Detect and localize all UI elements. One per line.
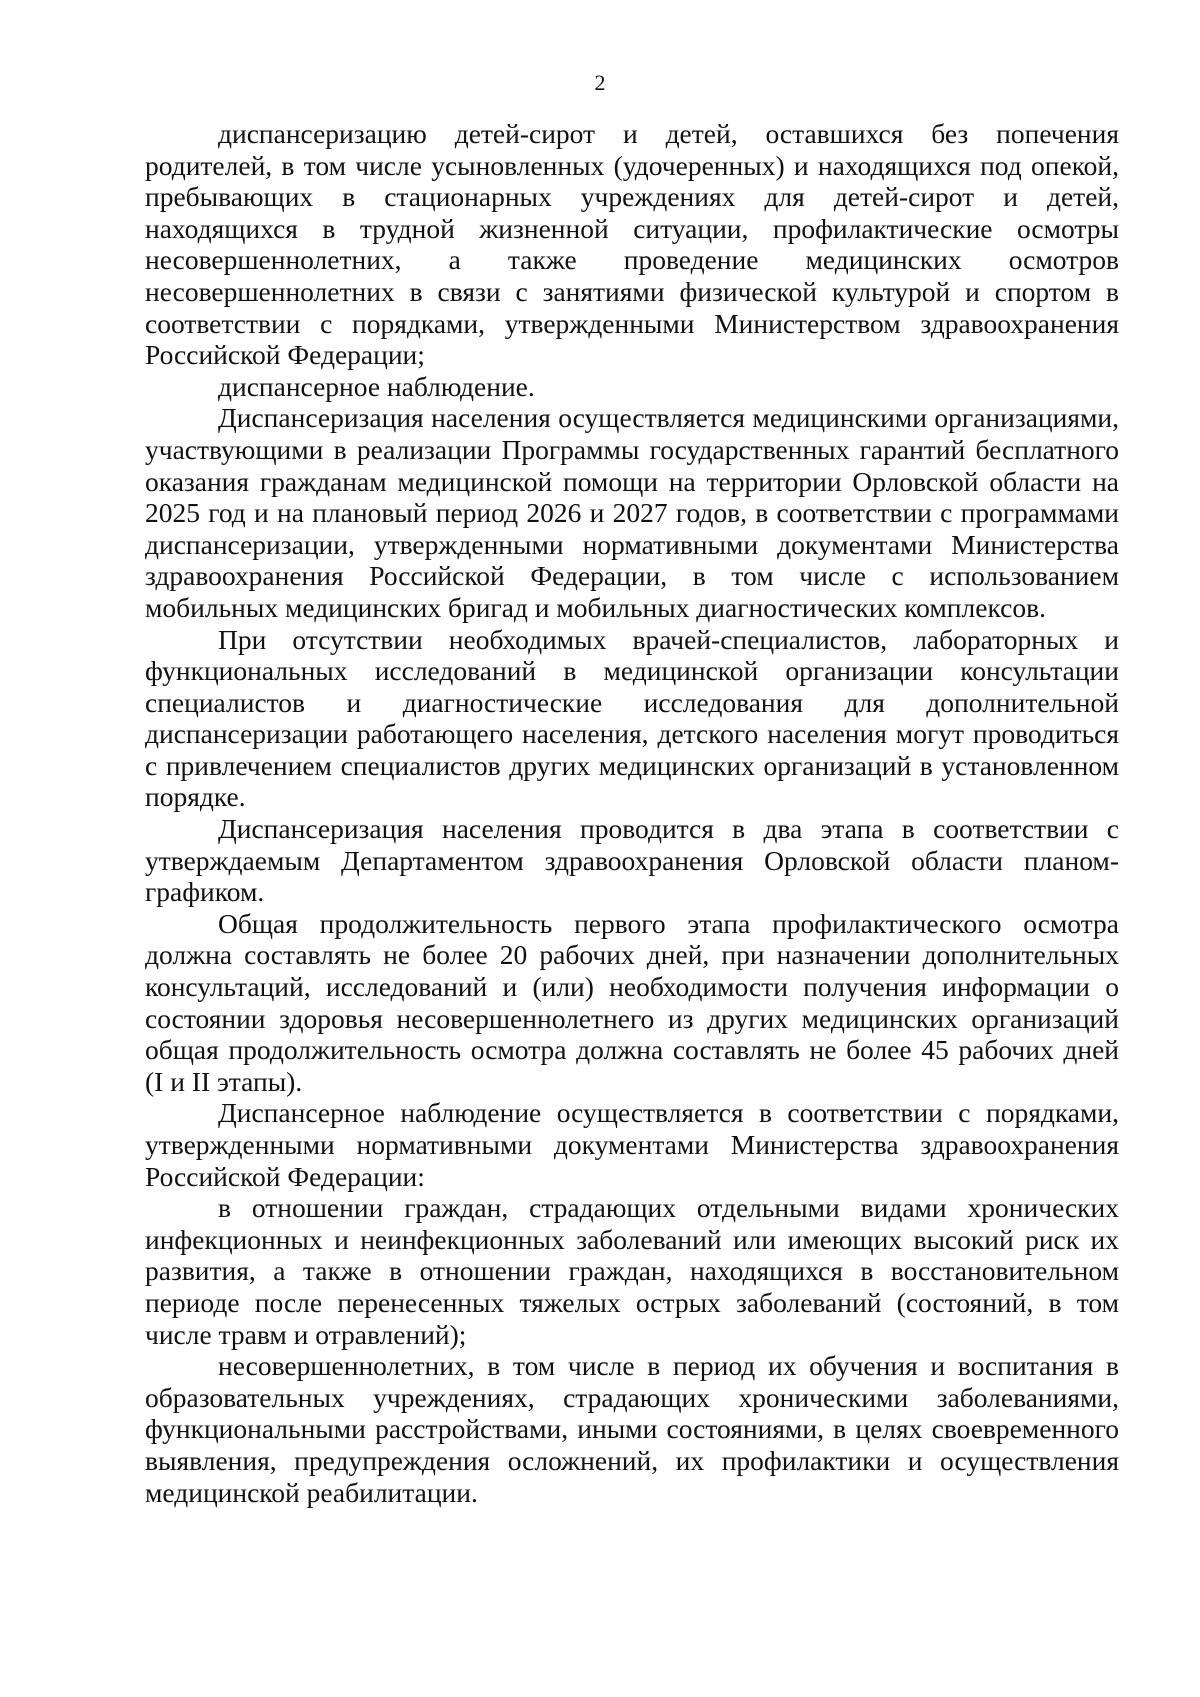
paragraph-duration: Общая продолжительность первого этапа профилактического осмотра должна составлять не более 20 рабочих дней, при назначении дополнительных консультаций, исследований и (или) необходимости получения информации о состоянии здоровья несовершеннолетнего из других медицинских организаций общая продолжительность осмотра должна составлять не более 45 рабочих дней (I и II этапы). (145, 907, 1119, 1097)
paragraph-specialists-absence: При отсутствии необходимых врачей-специалистов, лабораторных и функциональных исследований в медицинской организации консультации специалистов и диагностические исследования для дополнительной диспансеризации работающего населения, детского населения могут проводиться с привлечением специалистов других медицинских организаций в установленном порядке. (145, 623, 1119, 813)
paragraph-dispensary-observation: диспансерное наблюдение. (218, 370, 535, 402)
page-number: 2 (594, 70, 606, 95)
document-body (145, 118, 1119, 1508)
paragraph-minors: несовершеннолетних, в том числе в период их обучения и воспитания в образовательных учреждениях, страдающих хроническими заболеваниями, функциональными расстройствами, иными состояниями, в целях своевременного выявления, предупреждения осложнений, их профилактики и осуществления медицинской реабилитации. (145, 1350, 1119, 1508)
paragraph-dispensary-orphans: диспансеризацию детей-сирот и детей, оставшихся без попечения родителей, в том числе усыновленных (удочеренных) и находящихся под опекой, пребывающих в стационарных учреждениях для детей-сирот и детей, находящихся в трудной жизненной ситуации, профилактические осмотры несовершеннолетних, а также проведение медицинских осмотров несовершеннолетних в связи с занятиями физической культурой и спортом в соответствии с порядками, утвержденными Министерством здравоохранения Российской Федерации; (145, 118, 1119, 371)
paragraph-chronic-diseases: в отношении граждан, страдающих отдельными видами хронических инфекционных и неинфекционных заболеваний или имеющих высокий риск их развития, а также в отношении граждан, находящихся в восстановительном периоде после перенесенных тяжелых острых заболеваний (состояний, в том числе травм и отравлений); (145, 1192, 1119, 1350)
paragraph-observation-procedure: Диспансерное наблюдение осуществляется в соответствии с порядками, утвержденными нормативными документами Министерства здравоохранения Российской Федерации: (145, 1097, 1119, 1192)
paragraph-dispensary-organizations: Диспансеризация населения осуществляется медицинскими организациями, участвующими в реализации Программы государственных гарантий бесплатного оказания гражданам медицинской помощи на территории Орловской области на 2025 год и на плановый период 2026 и 2027 годов, в соответствии с программами диспансеризации, утвержденными нормативными документами Министерства здравоохранения Российской Федерации, в том числе с использованием мобильных медицинских бригад и мобильных диагностических комплексов. (145, 402, 1119, 623)
paragraph-two-stages: Диспансеризация населения проводится в два этапа в соответствии с утверждаемым Департаментом здравоохранения Орловской области планом-графиком. (145, 813, 1119, 908)
